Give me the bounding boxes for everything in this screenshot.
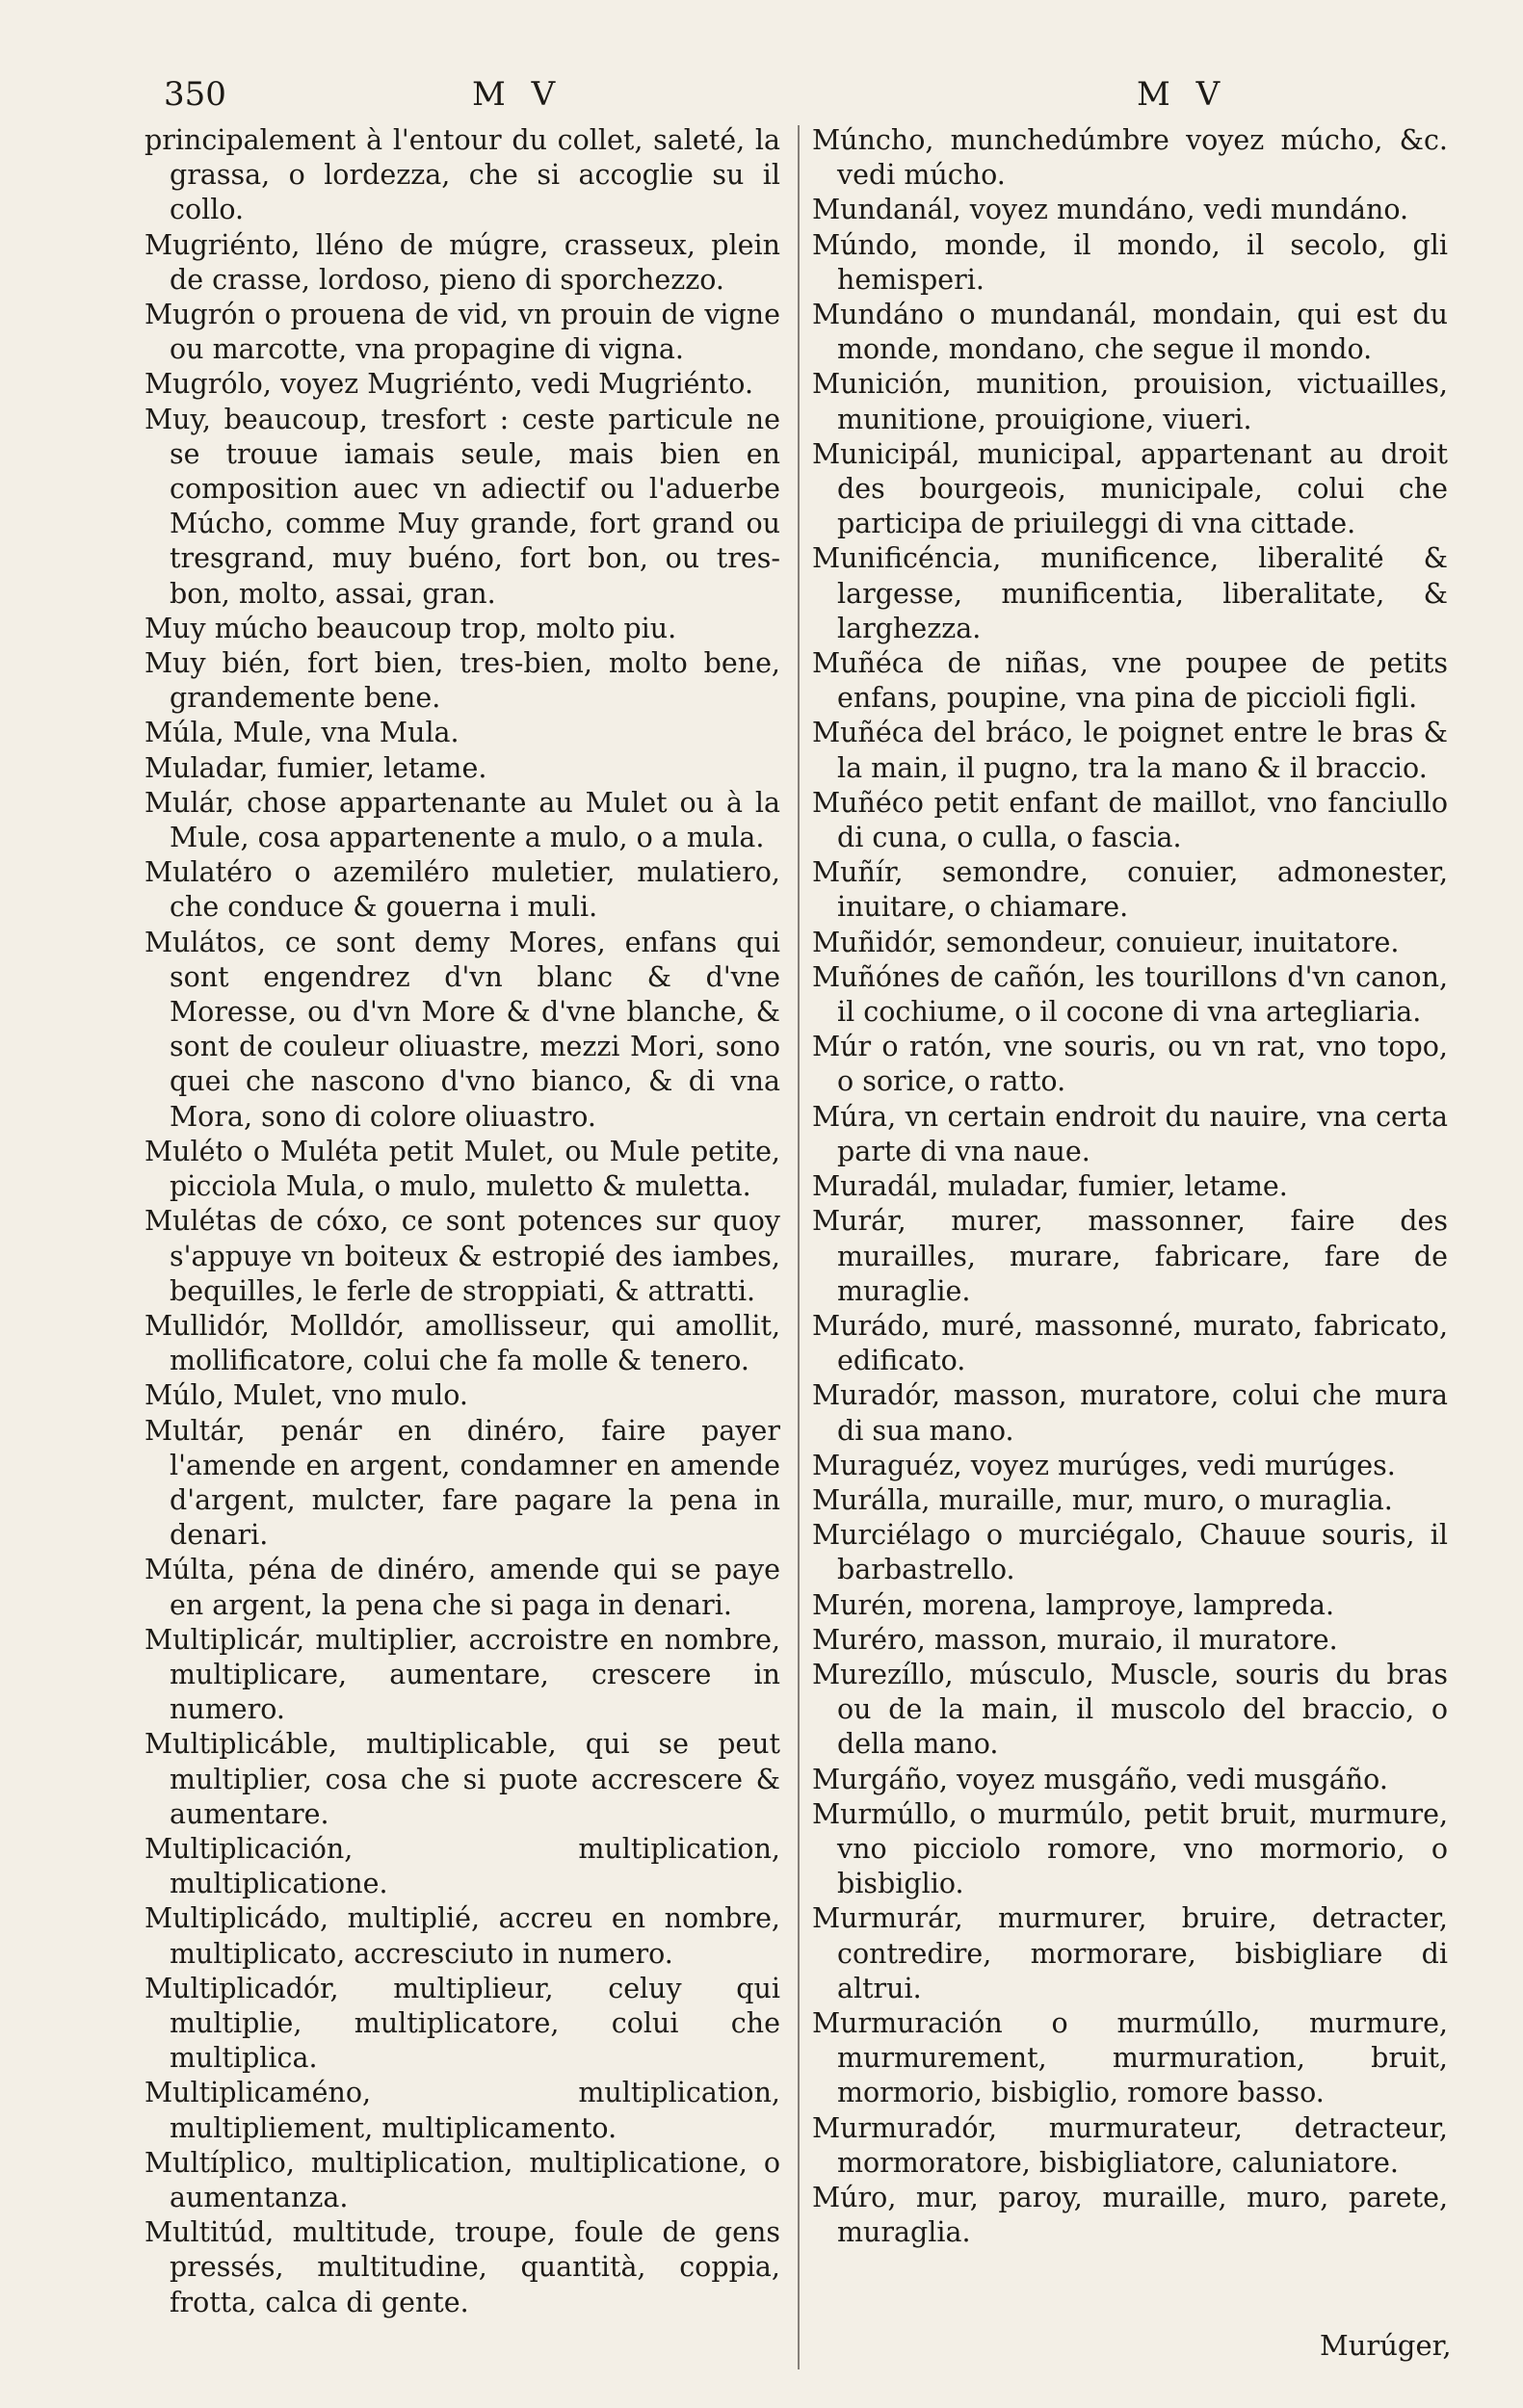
dictionary-entry: Mugrón o prouena de vid, vn prouin de vigne ou marcotte, vna propagine di vigna. [144,299,780,366]
dictionary-entry: Mugrólo, voyez Mugriénto, vedi Mugriénto. [144,368,754,401]
dictionary-entry: Mulár, chose appartenante au Mulet ou à la Mule, cosa appartenente a mulo, o a mula. [144,786,780,854]
dictionary-entry: Mundanál, voyez mundáno, vedi mundáno. [812,194,1409,226]
dictionary-entry: Muñéca del bráco, le poignet entre le bras & la main, il pugno, tra la mano & il braccio. [812,717,1448,784]
dictionary-entry: Mulátos, ce sont demy Mores, enfans qui sont engendrez d'vn blanc & d'vne Moresse, ou d'vn More & d'vne blanche, & sont de couleur oliuastre, mezzi Mori, sono quei che nascono d'vno bianco, & di vna Mora, sono di colore oliuastro. [144,926,780,1133]
dictionary-entry: Mullidór, Molldór, amollisseur, qui amollit, mollificatore, colui che fa molle & tenero. [144,1309,780,1377]
catchword: Murúger, [1320,2329,1452,2362]
dictionary-entry: Multiplicár, multiplier, accroistre en nombre, multiplicare, aumentare, crescere in numero. [144,1623,780,1726]
dictionary-entry: Multár, penár en dinéro, faire payer l'amende en argent, condamner en amende d'argent, mulcter, fare pagare la pena in denari. [144,1414,780,1552]
dictionary-entry: Muréro, masson, muraio, il muratore. [812,1623,1338,1656]
dictionary-entry: Muñidór, semondeur, conuieur, inuitatore. [812,926,1400,958]
dictionary-entry: Municipál, municipal, appartenant au droit des bourgeois, municipale, colui che participa de priuileggi di vna cittade. [812,437,1448,540]
page-number: 350 [164,75,226,114]
dictionary-entry: Muñéca de niñas, vne poupee de petits enfans, poupine, vna pina de piccioli figli. [812,647,1448,715]
dictionary-entry: Múra, vn certain endroit du nauire, vna certa parte di vna naue. [812,1100,1448,1167]
dictionary-entry: Mulatéro o azemiléro muletier, mulatiero, che conduce & gouerna i muli. [144,856,780,924]
dictionary-entry: Muraguéz, voyez murúges, vedi murúges. [812,1449,1396,1481]
dictionary-entry: Murádo, muré, massonné, murato, fabricato, edificato. [812,1309,1448,1377]
dictionary-entry: principalement à l'entour du collet, saleté, la grassa, o lordezza, che si accoglie su il collo. [144,124,780,226]
dictionary-entry: Múr o ratón, vne souris, ou vn rat, vno topo, o sorice, o ratto. [812,1031,1448,1098]
dictionary-entry: Muy, beaucoup, tresfort : ceste particule ne se trouue iamais seule, mais bien en composition auec vn adiectif ou l'aduerbe Múcho, comme Muy grande, fort grand ou tresgrand, muy buéno, fort bon, ou tres-bon, molto, assai, gran. [144,403,780,610]
dictionary-entry: Multiplicaméno, multiplication, multipliement, multiplicamento. [144,2077,780,2144]
dictionary-entry: Murén, morena, lamproye, lampreda. [812,1588,1335,1621]
dictionary-entry: Múlta, péna de dinéro, amende qui se paye en argent, la pena che si paga in denari. [144,1554,780,1621]
dictionary-entry: Mulétas de cóxo, ce sont potences sur quoy s'appuye vn boiteux & estropié des iambes, bequilles, le ferle de stroppiati, & attratti. [144,1205,780,1307]
dictionary-entry: Muñéco petit enfant de maillot, vno fanciullo di cuna, o culla, o fascia. [812,786,1448,854]
dictionary-entry: Murmurár, murmurer, bruire, detracter, contredire, mormorare, bisbigliare di altrui. [812,1902,1448,2004]
dictionary-entry: Muñónes de cañón, les tourillons d'vn canon, il cochiume, o il cocone di vna artegliaria. [812,960,1448,1029]
dictionary-entry: Murár, murer, massonner, faire des murailles, murare, fabricare, fare de muraglie. [812,1205,1448,1307]
left-column-head: M V [472,75,564,114]
dictionary-entry: Muladar, fumier, letame. [144,751,487,784]
dictionary-entry: Multiplicación, multiplication, multiplicatione. [144,1832,780,1900]
dictionary-entry: Multíplico, multiplication, multiplicatione, o aumentanza. [144,2146,780,2213]
dictionary-entry: Murciélago o murciégalo, Chauue souris, il barbastrello. [812,1519,1448,1586]
dictionary-entry: Muradór, masson, muratore, colui che mura di sua mano. [812,1379,1448,1447]
dictionary-entry: Multiplicadór, multiplieur, celuy qui multiplie, multiplicatore, colui che multiplica. [144,1972,780,2075]
dictionary-entry: Murezíllo, músculo, Muscle, souris du bras ou de la main, il muscolo del braccio, o della mano. [812,1658,1448,1761]
dictionary-entry: Múndo, monde, il mondo, il secolo, gli hemisperi. [812,228,1448,296]
column-divider [798,125,800,2369]
dictionary-entry: Murmuradór, murmurateur, detracteur, mormoratore, bisbigliatore, caluniatore. [812,2111,1448,2179]
dictionary-entry: Múro, mur, paroy, muraille, muro, parete, muraglia. [812,2181,1448,2249]
dictionary-entry: Múncho, munchedúmbre voyez múcho, &c. vedi múcho. [812,124,1448,192]
dictionary-entry: Multitúd, multitude, troupe, foule de gens pressés, multitudine, quantità, coppia, frotta, calca di gente. [144,2216,780,2318]
dictionary-entry: Múla, Mule, vna Mula. [144,717,460,749]
dictionary-entry: Murmuración o murmúllo, murmure, murmurement, murmuration, bruit, mormorio, bisbiglio, romore basso. [812,2006,1448,2109]
dictionary-entry: Murálla, muraille, mur, muro, o muraglia. [812,1483,1393,1516]
dictionary-entry: Multiplicádo, multiplié, accreu en nombre, multiplicato, accresciuto in numero. [144,1902,780,1970]
dictionary-entry: Muñír, semondre, conuier, admonester, inuitare, o chiamare. [812,856,1448,924]
left-column [144,123,780,2320]
dictionary-entry: Múlo, Mulet, vno mulo. [144,1379,468,1412]
right-column-head: M V [1137,75,1228,114]
dictionary-entry: Munición, munition, prouision, victuailles, munitione, prouigione, viueri. [812,368,1448,435]
dictionary-entry: Murgáño, voyez musgáño, vedi musgáño. [812,1763,1388,1795]
dictionary-entry: Murmúllo, o murmúlo, petit bruit, murmure, vno picciolo romore, vno mormorio, o bisbiglio. [812,1797,1448,1900]
dictionary-entry: Multiplicáble, multiplicable, qui se peut multiplier, cosa che si puote accrescere & aumentare. [144,1728,780,1830]
dictionary-entry: Muléto o Muléta petit Mulet, ou Mule petite, picciola Mula, o mulo, muletto & muletta. [144,1135,780,1203]
running-header [0,75,1523,123]
dictionary-entry: Munificéncia, munificence, liberalité & largesse, munificentia, liberalitate, & larghezza. [812,542,1448,644]
right-column [812,123,1448,2250]
dictionary-entry: Muy bién, fort bien, tres-bien, molto bene, grandemente bene. [144,647,780,715]
dictionary-entry: Mugriénto, lléno de múgre, crasseux, plein de crasse, lordoso, pieno di sporchezzo. [144,228,780,296]
dictionary-entry: Mundáno o mundanál, mondain, qui est du monde, mondano, che segue il mondo. [812,299,1448,366]
dictionary-entry: Muy múcho beaucoup trop, molto piu. [144,612,677,644]
dictionary-entry: Muradál, muladar, fumier, letame. [812,1170,1288,1203]
